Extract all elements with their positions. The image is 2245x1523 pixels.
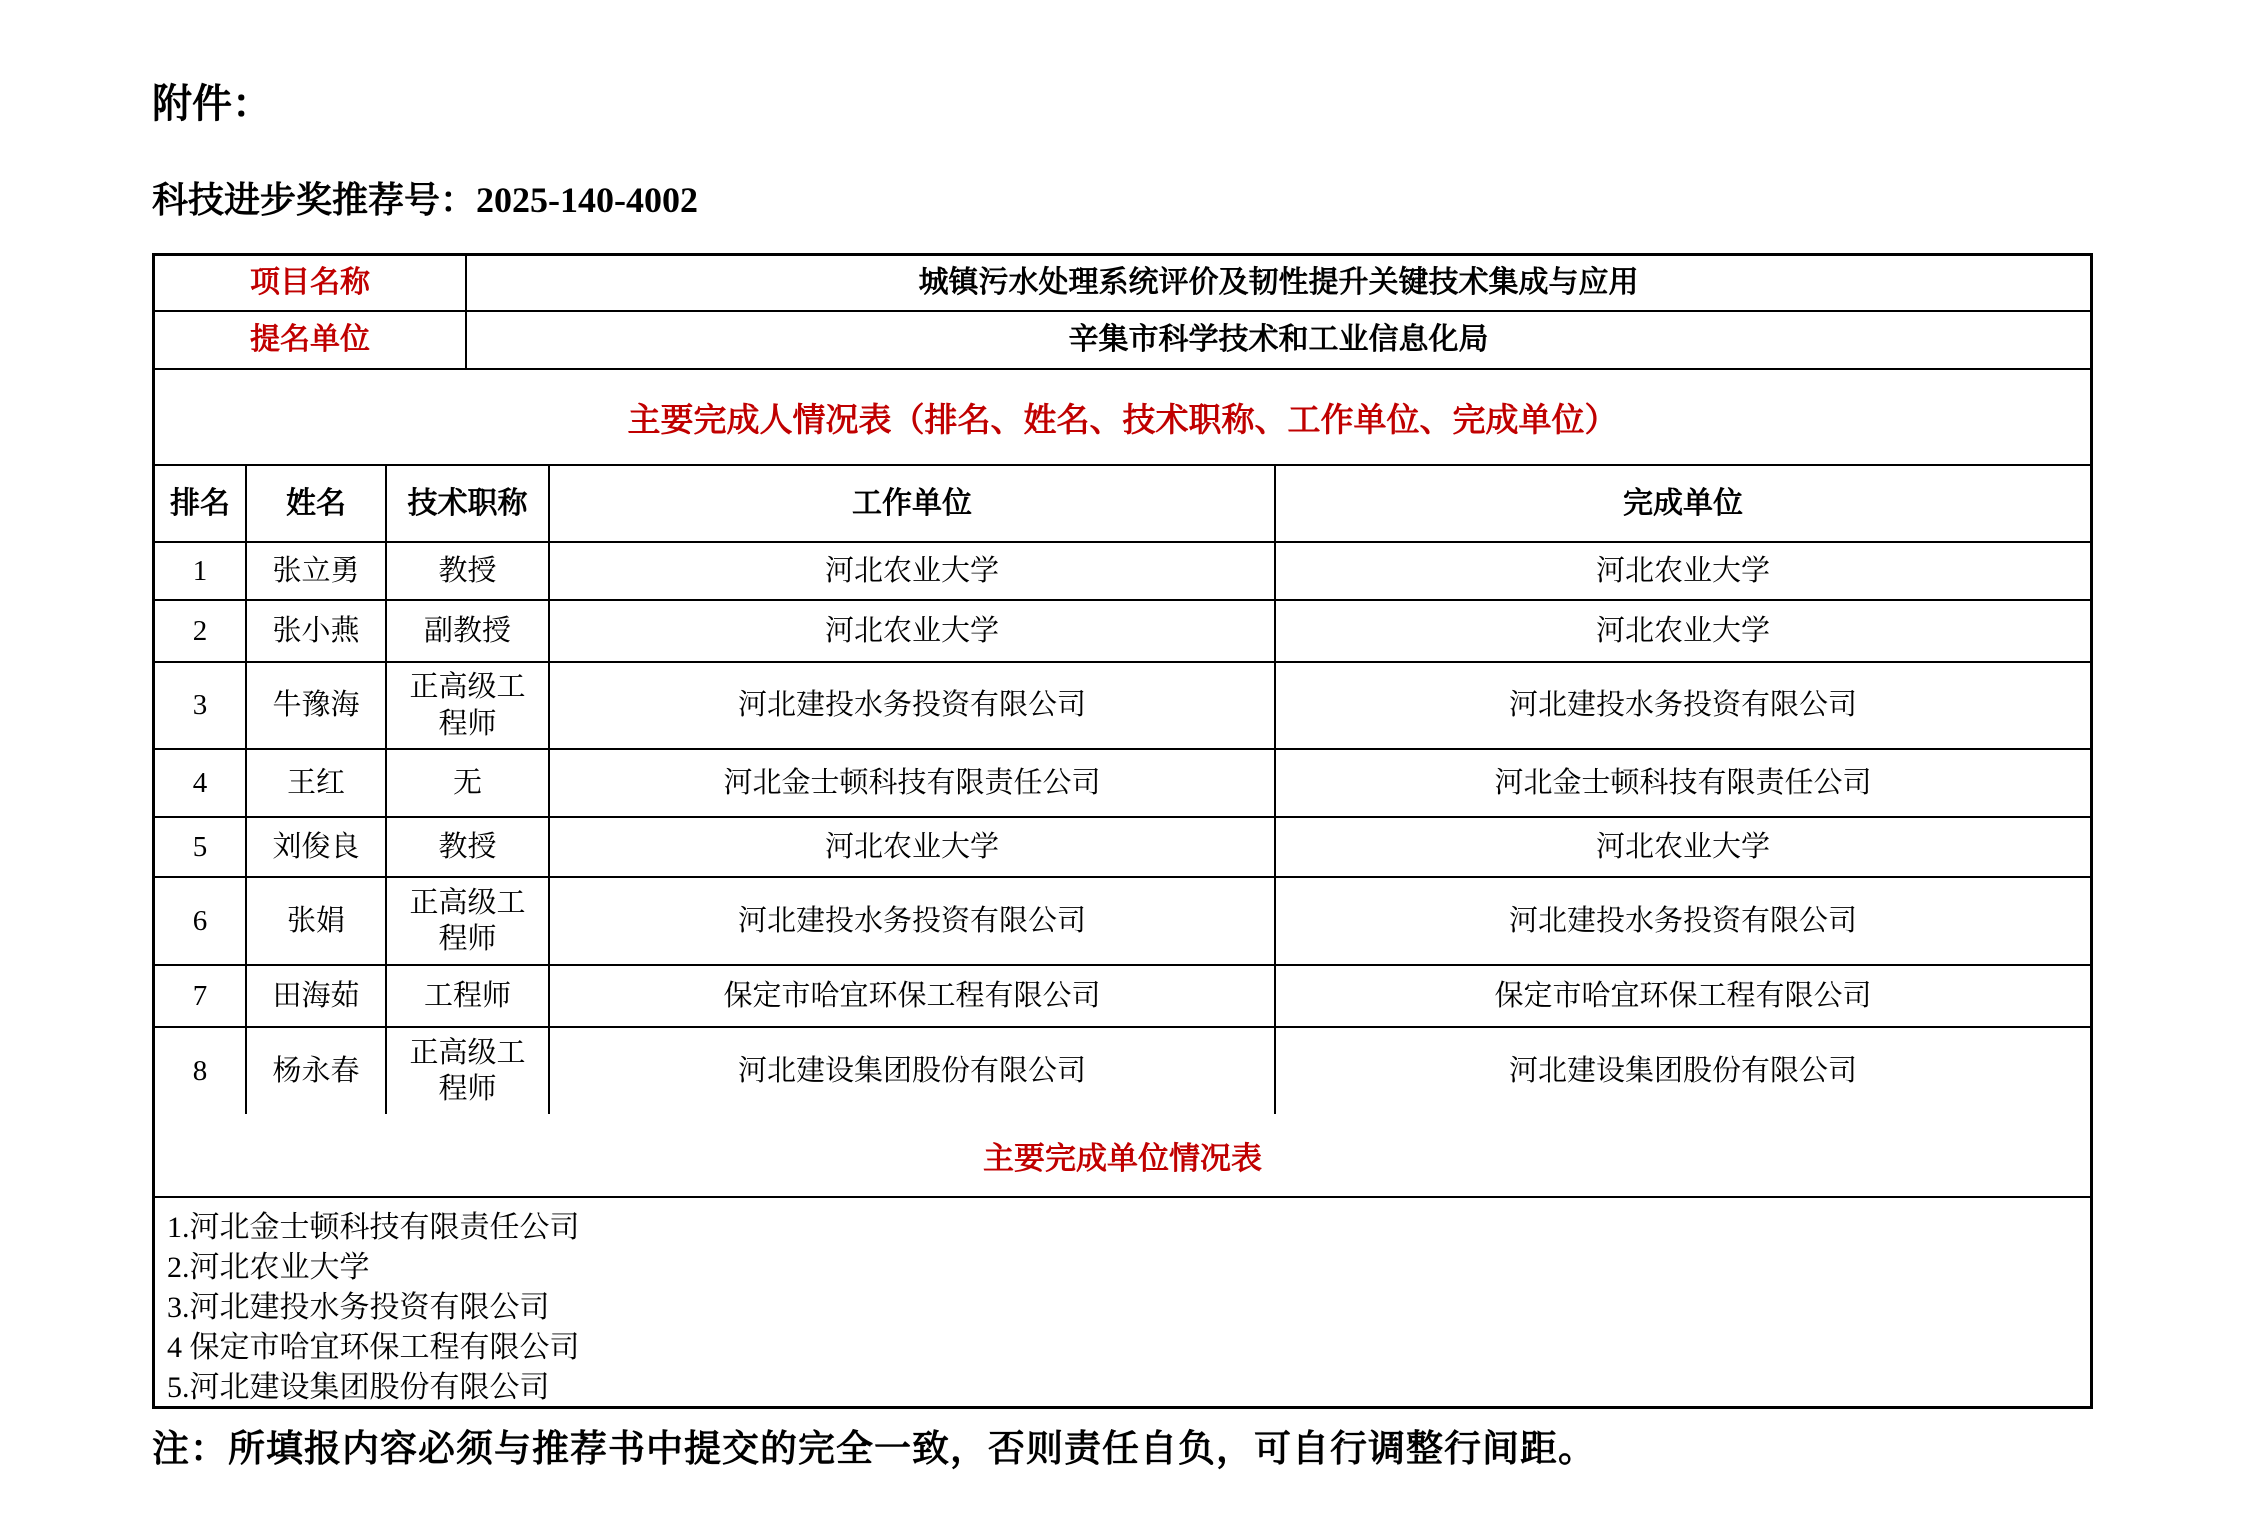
award-recommendation-table [152,253,2093,1409]
work-unit-cell: 河北农业大学 [548,543,1274,599]
tech-title-cell: 工程师 [385,966,548,1026]
work-unit-cell: 河北建设集团股份有限公司 [548,1028,1274,1114]
attachment-label: 附件： [152,81,272,126]
completion-unit-item: 2.河北农业大学 [167,1251,370,1284]
rank-cell: 5 [192,830,208,863]
completion-unit-item: 5.河北建设集团股份有限公司 [167,1371,550,1404]
completion-unit-cell: 河北农业大学 [1274,601,2090,661]
completion-unit-item: 1.河北金士顿科技有限责任公司 [167,1211,580,1244]
completer-row [155,816,2090,876]
completer-row [155,1026,2090,1114]
completers-table-title: 主要完成人情况表（排名、姓名、技术职称、工作单位、完成单位） [155,368,2090,464]
tech-title-cell: 副教授 [385,601,548,661]
completer-row [155,964,2090,1026]
completion-unit-cell: 河北农业大学 [1274,543,2090,599]
completer-row [155,541,2090,599]
project-name-row [155,256,2090,310]
work-unit-cell: 河北金士顿科技有限责任公司 [548,750,1274,816]
rank-cell: 8 [192,1054,208,1087]
nominator-row [155,310,2090,368]
completer-row [155,661,2090,748]
name-cell: 王红 [245,750,385,816]
name-cell: 刘俊良 [245,818,385,876]
completion-unit-cell: 河北建设集团股份有限公司 [1274,1028,2090,1114]
name-cell: 杨永春 [245,1028,385,1114]
rank-cell: 4 [192,766,208,799]
completion-units-list [155,1196,2090,1406]
header-name: 姓名 [245,466,385,541]
header-tech-title: 技术职称 [385,466,548,541]
completion-unit-cell: 河北农业大学 [1274,818,2090,876]
nominator-value: 辛集市科学技术和工业信息化局 [465,312,2090,368]
work-unit-cell: 河北建投水务投资有限公司 [548,663,1274,748]
rank-cell: 1 [192,554,208,587]
work-unit-cell: 保定市哈宜环保工程有限公司 [548,966,1274,1026]
tech-title-cell: 正高级工程师 [385,878,548,964]
name-cell: 牛豫海 [245,663,385,748]
recommendation-number-line: 科技进步奖推荐号：2025-140-4002 [152,180,698,220]
completion-unit-cell: 保定市哈宜环保工程有限公司 [1274,966,2090,1026]
completers-header-row [155,464,2090,541]
completer-row [155,748,2090,816]
rank-cell: 3 [192,689,208,722]
completion-unit-cell: 河北建投水务投资有限公司 [1274,878,2090,964]
rank-cell: 2 [192,614,208,647]
completion-unit-item: 4 保定市哈宜环保工程有限公司 [167,1331,580,1364]
tech-title-cell: 正高级工程师 [385,663,548,748]
name-cell: 田海茹 [245,966,385,1026]
work-unit-cell: 河北建投水务投资有限公司 [548,878,1274,964]
completion-unit-item: 3.河北建投水务投资有限公司 [167,1291,550,1324]
project-name-label: 项目名称 [250,266,370,300]
project-name-value: 城镇污水处理系统评价及韧性提升关键技术集成与应用 [465,256,2090,310]
work-unit-cell: 河北农业大学 [548,601,1274,661]
header-work-unit: 工作单位 [548,466,1274,541]
work-unit-cell: 河北农业大学 [548,818,1274,876]
name-cell: 张小燕 [245,601,385,661]
tech-title-cell: 正高级工程师 [385,1028,548,1114]
name-cell: 张娟 [245,878,385,964]
completer-row [155,599,2090,661]
tech-title-cell: 无 [385,750,548,816]
units-table-title: 主要完成单位情况表 [983,1140,1262,1176]
name-cell: 张立勇 [245,543,385,599]
tech-title-cell: 教授 [385,543,548,599]
header-completion-unit: 完成单位 [1274,466,2090,541]
header-rank: 排名 [170,486,230,520]
completion-unit-cell: 河北金士顿科技有限责任公司 [1274,750,2090,816]
completer-row [155,876,2090,964]
tech-title-cell: 教授 [385,818,548,876]
nominator-label: 提名单位 [250,323,370,357]
rank-cell: 6 [192,904,208,937]
rank-cell: 7 [192,979,208,1012]
footer-note: 注：所填报内容必须与推荐书中提交的完全一致，否则责任自负，可自行调整行间距。 [152,1429,1596,1470]
completion-unit-cell: 河北建投水务投资有限公司 [1274,663,2090,748]
